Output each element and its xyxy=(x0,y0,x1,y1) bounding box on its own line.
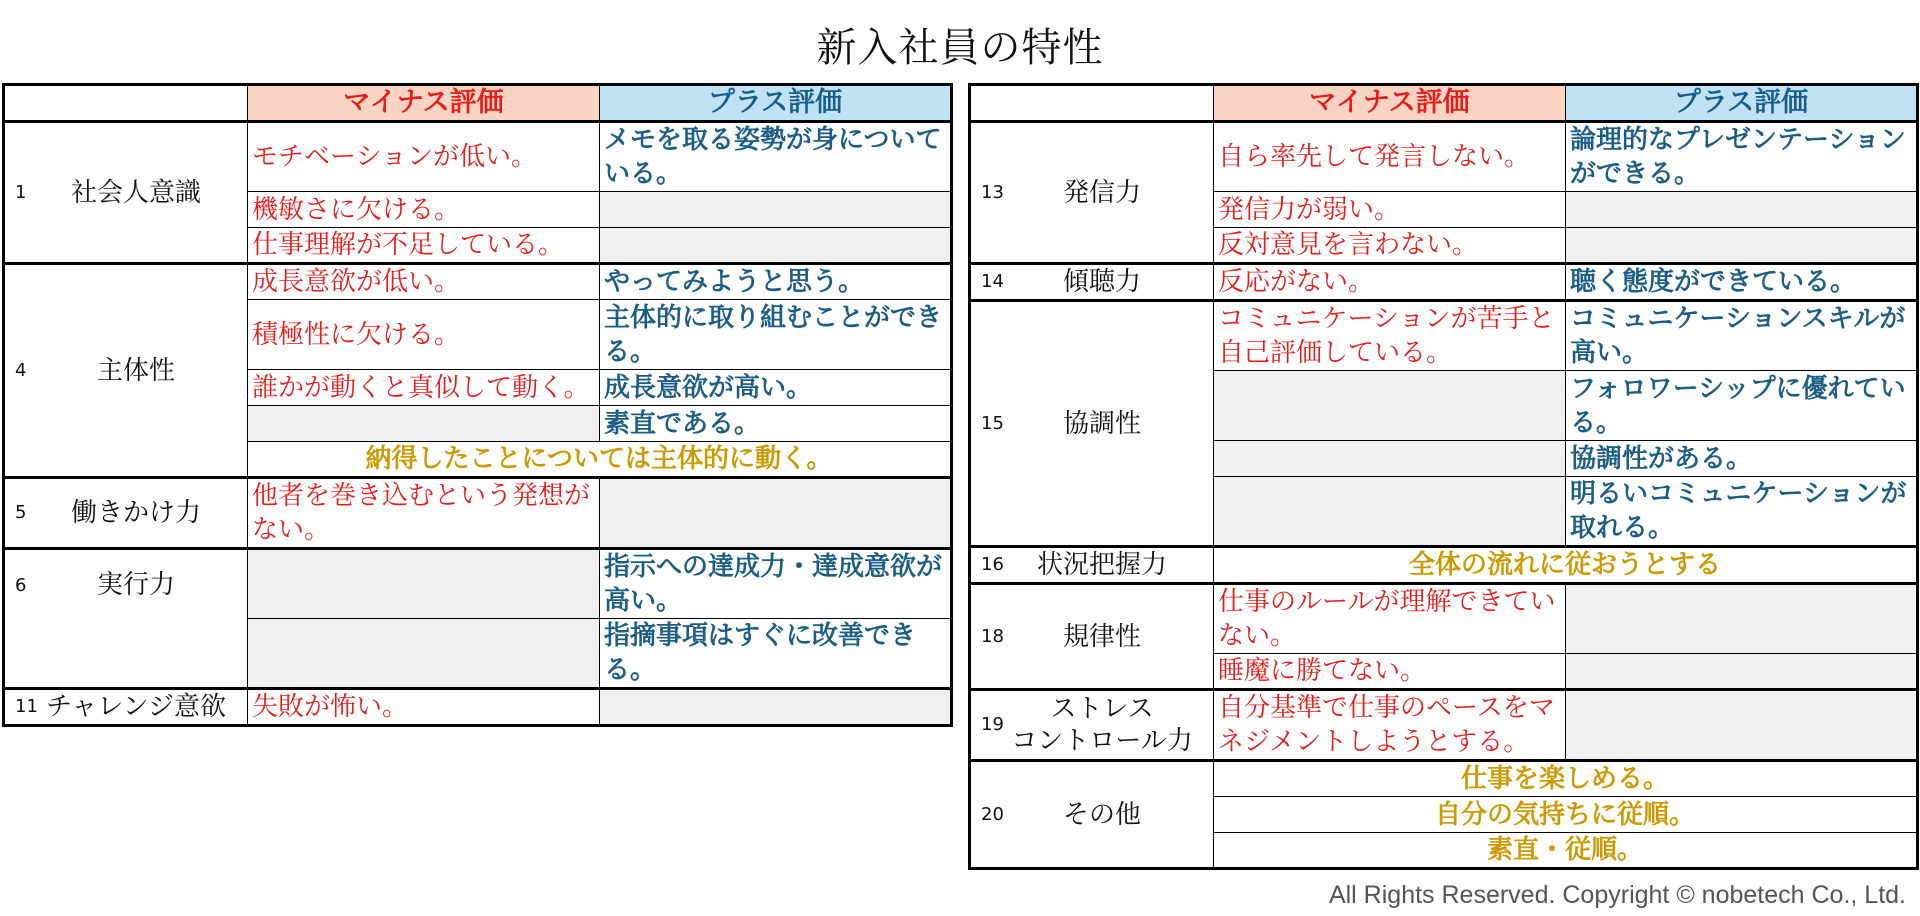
category-cell xyxy=(970,264,1214,301)
empty-cell xyxy=(1214,371,1566,441)
category-name: 働きかけ力 xyxy=(70,498,201,528)
minus-cell: 反応がない。 xyxy=(1214,264,1566,301)
plus-cell: 明るいコミュニケーションが取れる。 xyxy=(1566,477,1918,547)
category-name: 社会人意識 xyxy=(70,177,201,208)
empty-cell xyxy=(1566,192,1918,228)
table-row xyxy=(970,264,1918,301)
minus-cell: 誰かが動くと真似して動く。 xyxy=(248,370,600,406)
empty-cell xyxy=(1566,584,1918,654)
minus-cell: 仕事理解が不足している。 xyxy=(248,228,600,264)
copyright-footer: All Rights Reserved. Copyright © nobetech Co., Ltd. xyxy=(1328,881,1906,909)
plus-cell: フォロワーシップに優れている。 xyxy=(1566,371,1918,441)
category-number: 13 xyxy=(981,181,1004,203)
header-plus: プラス評価 xyxy=(600,85,952,122)
category-name: 協調性 xyxy=(1062,408,1141,439)
category-name: 実行力 xyxy=(96,570,175,600)
empty-cell xyxy=(600,689,952,726)
category-number: 1 xyxy=(15,181,27,203)
category-name: 規律性 xyxy=(1062,621,1141,652)
category-number: 14 xyxy=(981,271,1004,292)
left-evaluation-table xyxy=(2,83,953,727)
empty-cell xyxy=(1566,228,1918,264)
minus-cell: 他者を巻き込むという発想がない。 xyxy=(248,478,600,549)
category-name: チャレンジ意欲 xyxy=(46,692,226,722)
header-blank-cell xyxy=(970,85,1214,122)
empty-cell xyxy=(600,478,952,549)
plus-cell: 聴く態度ができている。 xyxy=(1566,264,1918,301)
both-cell: 納得したことについては主体的に動く。 xyxy=(248,442,952,478)
minus-cell: コミュニケーションが苦手と自己評価している。 xyxy=(1214,301,1566,371)
category-name: 発信力 xyxy=(1062,177,1141,208)
plus-cell: コミュニケーションスキルが高い。 xyxy=(1566,301,1918,371)
plus-cell: 主体的に取り組むことができる。 xyxy=(600,300,952,370)
category-cell xyxy=(4,264,248,478)
header-plus: プラス評価 xyxy=(1566,85,1918,122)
empty-cell xyxy=(1566,690,1918,761)
category-cell xyxy=(4,689,248,726)
category-cell xyxy=(4,122,248,264)
empty-cell xyxy=(248,549,600,619)
category-name xyxy=(991,693,1192,757)
both-cell: 仕事を楽しめる。 xyxy=(1214,761,1918,797)
both-cell: 素直・従順。 xyxy=(1214,833,1918,869)
table-row xyxy=(4,264,952,300)
category-cell xyxy=(4,549,248,689)
both-cell: 全体の流れに従おうとする xyxy=(1214,547,1918,584)
category-cell xyxy=(970,584,1214,690)
category-cell xyxy=(970,761,1214,869)
minus-cell: 発信力が弱い。 xyxy=(1214,192,1566,228)
plus-cell: やってみようと思う。 xyxy=(600,264,952,300)
empty-cell xyxy=(248,619,600,689)
both-cell: 自分の気持ちに従順。 xyxy=(1214,797,1918,833)
table-header-row xyxy=(4,85,952,122)
category-name-line1: ストレス xyxy=(1050,694,1154,724)
page-title: 新入社員の特性 xyxy=(816,25,1104,71)
plus-cell: 成長意欲が高い。 xyxy=(600,370,952,406)
category-number: 20 xyxy=(981,803,1004,825)
table-row xyxy=(970,301,1918,371)
category-name: 状況把握力 xyxy=(1036,550,1167,580)
plus-cell: 論理的なプレゼンテーションができる。 xyxy=(1566,122,1918,192)
minus-cell: 成長意欲が低い。 xyxy=(248,264,600,300)
empty-cell xyxy=(1214,441,1566,477)
minus-cell: 仕事のルールが理解できていない。 xyxy=(1214,584,1566,654)
plus-cell: 指示への達成力・達成意欲が高い。 xyxy=(600,549,952,619)
category-name: 主体性 xyxy=(96,355,175,386)
category-number: 16 xyxy=(981,554,1004,575)
empty-cell xyxy=(1566,654,1918,690)
minus-cell: 積極性に欠ける。 xyxy=(248,300,600,370)
category-cell xyxy=(4,478,248,549)
header-minus: マイナス評価 xyxy=(248,85,600,122)
category-number: 4 xyxy=(15,359,27,381)
empty-cell xyxy=(600,228,952,264)
table-row xyxy=(970,547,1918,584)
right-evaluation-table xyxy=(968,83,1919,870)
table-header-row xyxy=(970,85,1918,122)
empty-cell xyxy=(248,406,600,442)
table-row xyxy=(4,549,952,619)
minus-cell: 機敏さに欠ける。 xyxy=(248,192,600,228)
category-cell xyxy=(970,122,1214,264)
plus-cell: 協調性がある。 xyxy=(1566,441,1918,477)
category-number: 6 xyxy=(15,575,27,596)
minus-cell: 失敗が怖い。 xyxy=(248,689,600,726)
minus-cell: モチベーションが低い。 xyxy=(248,122,600,192)
plus-cell: メモを取る姿勢が身についている。 xyxy=(600,122,952,192)
plus-cell: 指摘事項はすぐに改善できる。 xyxy=(600,619,952,689)
plus-cell: 素直である。 xyxy=(600,406,952,442)
table-row xyxy=(4,122,952,192)
empty-cell xyxy=(1214,477,1566,547)
category-number: 11 xyxy=(15,696,38,717)
category-number: 5 xyxy=(15,502,27,523)
category-cell xyxy=(970,690,1214,761)
table-row xyxy=(970,584,1918,654)
category-cell xyxy=(970,301,1214,547)
minus-cell: 睡魔に勝てない。 xyxy=(1214,654,1566,690)
empty-cell xyxy=(600,192,952,228)
header-blank-cell xyxy=(4,85,248,122)
category-name: 傾聴力 xyxy=(1062,267,1141,297)
header-minus: マイナス評価 xyxy=(1214,85,1566,122)
table-row xyxy=(970,690,1918,761)
table-row xyxy=(4,689,952,726)
category-cell xyxy=(970,547,1214,584)
category-number: 15 xyxy=(981,412,1004,434)
category-name-line2: コントロール力 xyxy=(1011,726,1193,756)
minus-cell: 自分基準で仕事のペースをマネジメントしようとする。 xyxy=(1214,690,1566,761)
table-row xyxy=(4,478,952,549)
minus-cell: 反対意見を言わない。 xyxy=(1214,228,1566,264)
table-row xyxy=(970,122,1918,192)
category-name: その他 xyxy=(1062,799,1141,830)
minus-cell: 自ら率先して発言しない。 xyxy=(1214,122,1566,192)
category-number: 18 xyxy=(981,625,1004,647)
table-row xyxy=(970,761,1918,797)
category-number: 19 xyxy=(981,714,1004,735)
